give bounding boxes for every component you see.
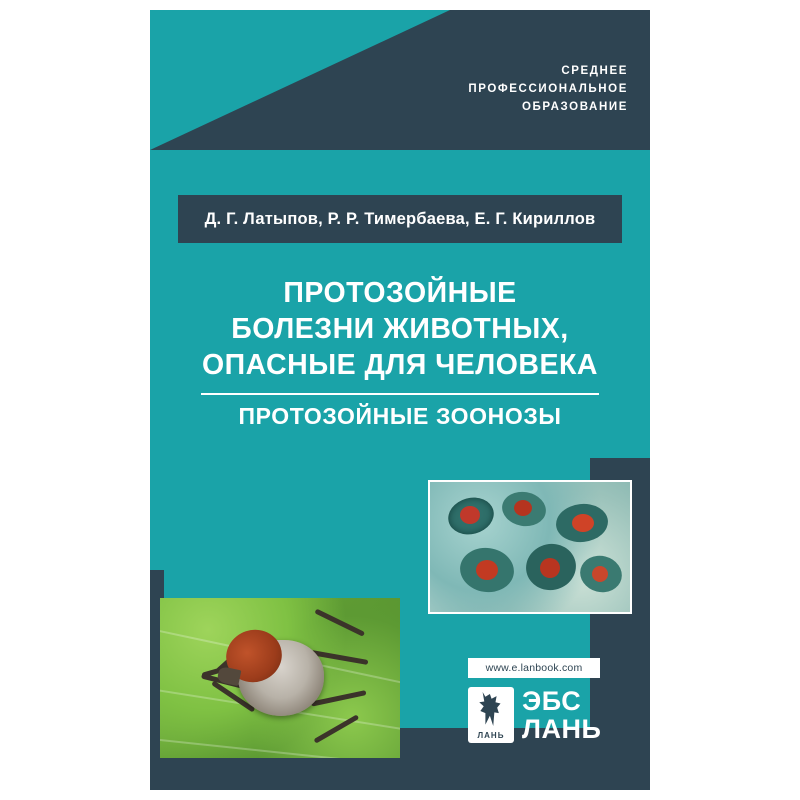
series-header-band xyxy=(150,10,650,150)
lan-logo-mark xyxy=(468,687,514,743)
subtitle-text: ПРОТОЗОЙНЫЕ ЗООНОЗЫ xyxy=(238,403,562,429)
micrograph-nucleus xyxy=(592,566,608,582)
micrograph-nucleus xyxy=(476,560,498,580)
micrograph-nucleus xyxy=(514,500,532,516)
micrograph-nucleus xyxy=(460,506,480,524)
micrograph-photo xyxy=(428,480,632,614)
series-label-line-2: ПРОФЕССИОНАЛЬНОЕ xyxy=(468,83,628,95)
series-label xyxy=(468,62,628,116)
logo-caption: ЛАНЬ xyxy=(477,731,505,740)
website-url-box[interactable] xyxy=(468,658,600,678)
micrograph-nucleus xyxy=(572,514,594,532)
publisher-wordmark xyxy=(522,687,601,743)
title-line-2: БОЛЕЗНИ ЖИВОТНЫХ, xyxy=(231,313,569,345)
title-block xyxy=(170,275,630,430)
tick-photo xyxy=(160,598,400,758)
header-diagonal-shape xyxy=(150,10,450,150)
publisher-logo xyxy=(468,684,630,746)
series-label-line-1: СРЕДНЕЕ xyxy=(561,65,628,77)
deer-icon xyxy=(477,692,505,726)
title-line-1: ПРОТОЗОЙНЫЕ xyxy=(283,277,517,309)
series-label-line-3: ОБРАЗОВАНИЕ xyxy=(521,101,628,113)
title-line-3: ОПАСНЫЕ ДЛЯ ЧЕЛОВЕКА xyxy=(202,349,598,381)
book-cover xyxy=(150,10,650,790)
website-url-text: www.e.lanbook.com xyxy=(485,662,583,674)
authors-strip xyxy=(178,195,622,243)
authors-text: Д. Г. Латыпов, Р. Р. Тимербаева, Е. Г. Кириллов xyxy=(204,209,596,228)
title-divider xyxy=(201,393,599,395)
micrograph-nucleus xyxy=(540,558,560,578)
publisher-word-bottom: ЛАНЬ xyxy=(522,714,602,744)
publisher-word-top: ЭБС xyxy=(522,686,582,716)
